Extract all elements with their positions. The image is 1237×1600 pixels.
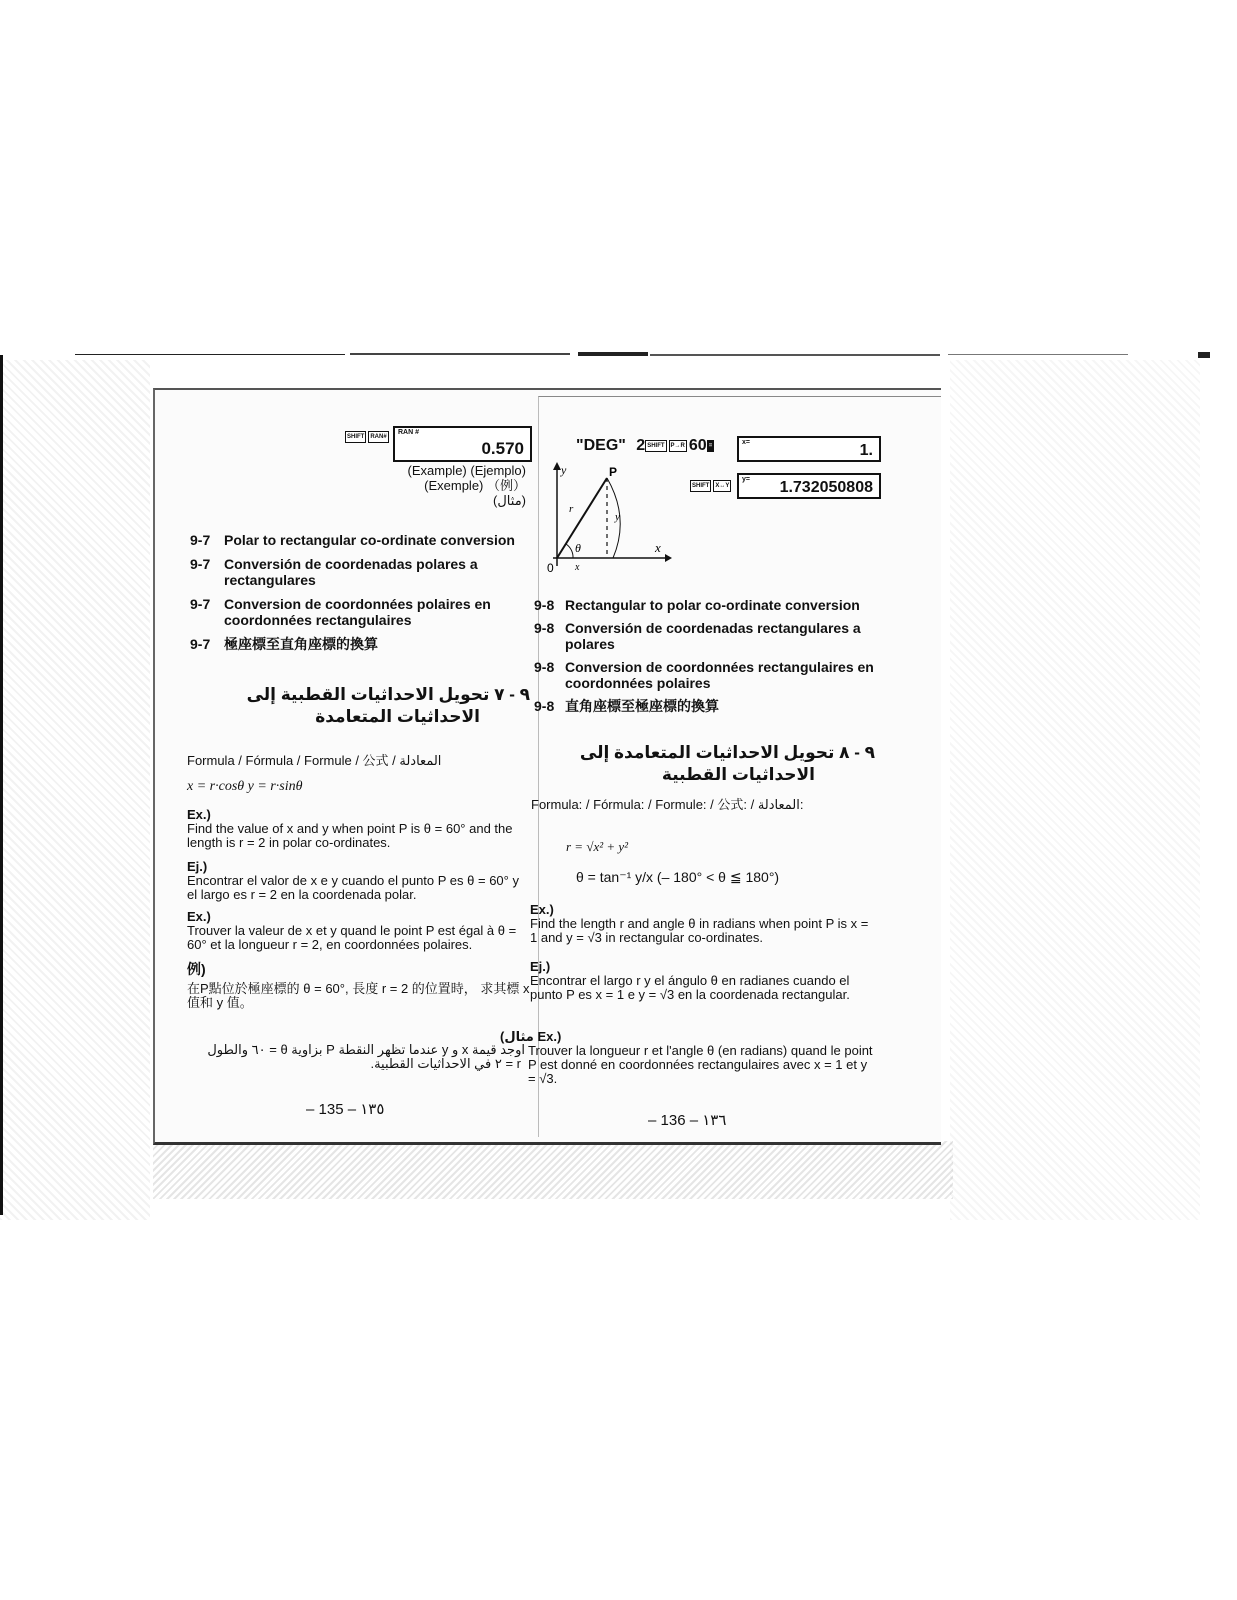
left-page-number: – 135 – ١٣٥ [306, 1101, 385, 1118]
right-ex-en: Ex.) Find the length r and angle θ in radians when point P is x = 1 and y = √3 in rectangular co-ordinates. [530, 902, 869, 945]
example-label: (Example) (Ejemplo) (Exemple) （例） (مثال) [407, 463, 526, 508]
x-axis-label: x [655, 540, 661, 555]
left-ex-ar: اوجد قيمة x و y عندما تظهر النقطة P بزاوية θ = ٦٠ والطول r = ٢ في الاحداثيات القطبية. [207, 1042, 525, 1071]
left-headings [190, 532, 530, 652]
display-value: 0.570 [481, 439, 524, 458]
heading-en: 9-8 Rectangular to polar co-ordinate conversion [534, 597, 860, 613]
coordinate-diagram [535, 458, 675, 578]
theta-arc [566, 544, 573, 558]
formula-r: r = √x² + y² [566, 839, 629, 854]
point-p-label: P [609, 465, 618, 479]
right-headings [534, 597, 894, 714]
origin-label: 0 [547, 561, 554, 575]
heading-es: 9-7 Conversión de coordenadas polares a rectangulares [190, 556, 478, 588]
heading-zh: 9-8 直角座標至極座標的換算 [534, 698, 719, 714]
right-keys [690, 477, 733, 495]
shift-key: SHIFT [645, 440, 666, 452]
heading-ar: ٩ - ٨ تحويل الاحداثيات المتعامدة إلى الاحداثيات القطبية [579, 743, 875, 784]
left-ex-en: Ex.) Find the value of x and y when point P is θ = 60° and the length is r = 2 in polar co-ordinates. [187, 807, 513, 850]
y-axis-arrow [553, 462, 561, 470]
left-formula: x = r·cosθ y = r·sinθ [187, 779, 303, 794]
y-segment-label: y [615, 511, 620, 523]
right-page-number: – 136 – ١٣٦ [648, 1112, 727, 1129]
y-axis-label: y [561, 463, 567, 477]
equals-key: = [707, 440, 715, 452]
x-axis-arrow [665, 554, 672, 562]
left-ex-es: Ej.) Encontrar el valor de x e y cuando el punto P es θ = 60° y el largo es r = 2 en la coordenada polar. [187, 859, 519, 902]
right-display-x: x= 1. [737, 436, 881, 462]
right-formula-label: Formula: / Fórmula: / Formule: / 公式: / المعادلة: [531, 797, 804, 812]
heading-en: 9-7 Polar to rectangular co-ordinate conversion [190, 532, 515, 548]
scan-noise-left [0, 360, 150, 1220]
heading-fr: 9-8 Conversion de coordonnées rectangulaires en coordonnées polaires [534, 659, 874, 691]
x-segment-label: x [575, 562, 580, 573]
left-ex-zh: 例) 在P點位於極座標的 θ = 60°, 長度 r = 2 的位置時， 求其標 x 值和 y 值。 [187, 961, 530, 1010]
r-label: r [569, 503, 574, 515]
right-ex-es: Ej.) Encontrar el largo r y el ángulo θ en radianes cuando el punto P es x = 1 e y = √3 en la coordenada rectangular. [530, 959, 850, 1002]
heading-fr: 9-7 Conversion de coordonnées polaires en coordonnées rectangulaires [190, 596, 491, 628]
heading-ar: ٩ - ٧ تحويل الاحداثيات القطبية إلى الاحداثيات المتعامدة [246, 685, 530, 726]
formula-theta: θ = tan⁻¹ y/x (– 180° < θ ≦ 180°) [576, 869, 780, 885]
right-ex-fr: (مثال Ex.) Trouver la longueur r et l'angle θ (en radians) quand le point P est donné en coordonnées rectangulaires avec x = 1 et y = √3. [500, 1029, 873, 1086]
theta-label: θ [575, 541, 581, 555]
heading-zh: 9-7 極座標至直角座標的換算 [190, 636, 378, 652]
heading-es: 9-8 Conversión de coordenadas rectangulares a polares [534, 620, 861, 652]
radius-line [557, 478, 607, 558]
right-display-y: y= 1.732050808 [737, 473, 881, 499]
shift-key: SHIFT [345, 431, 366, 443]
ran-key: RAN# [368, 431, 388, 443]
left-calculator-display [393, 426, 532, 462]
shift-key: SHIFT [690, 480, 711, 492]
scan-bottom-shadow [153, 1141, 953, 1199]
left-formula-label: Formula / Fórmula / Formule / 公式 / المعادلة [187, 753, 442, 768]
left-keys [345, 428, 391, 446]
key-sequence: "DEG" 2 SHIFT P→R 60 = [576, 437, 713, 454]
scan-noise-right [950, 360, 1200, 1220]
display-mode: RAN # [398, 429, 420, 436]
left-ex-fr: Ex.) Trouver la valeur de x et y quand le point P est égal à θ = 60° et la longueur r = 2, en coordonnées polaires. [187, 909, 517, 952]
swap-key: X↔Y [713, 480, 731, 492]
p-to-r-key: P→R [669, 440, 687, 452]
